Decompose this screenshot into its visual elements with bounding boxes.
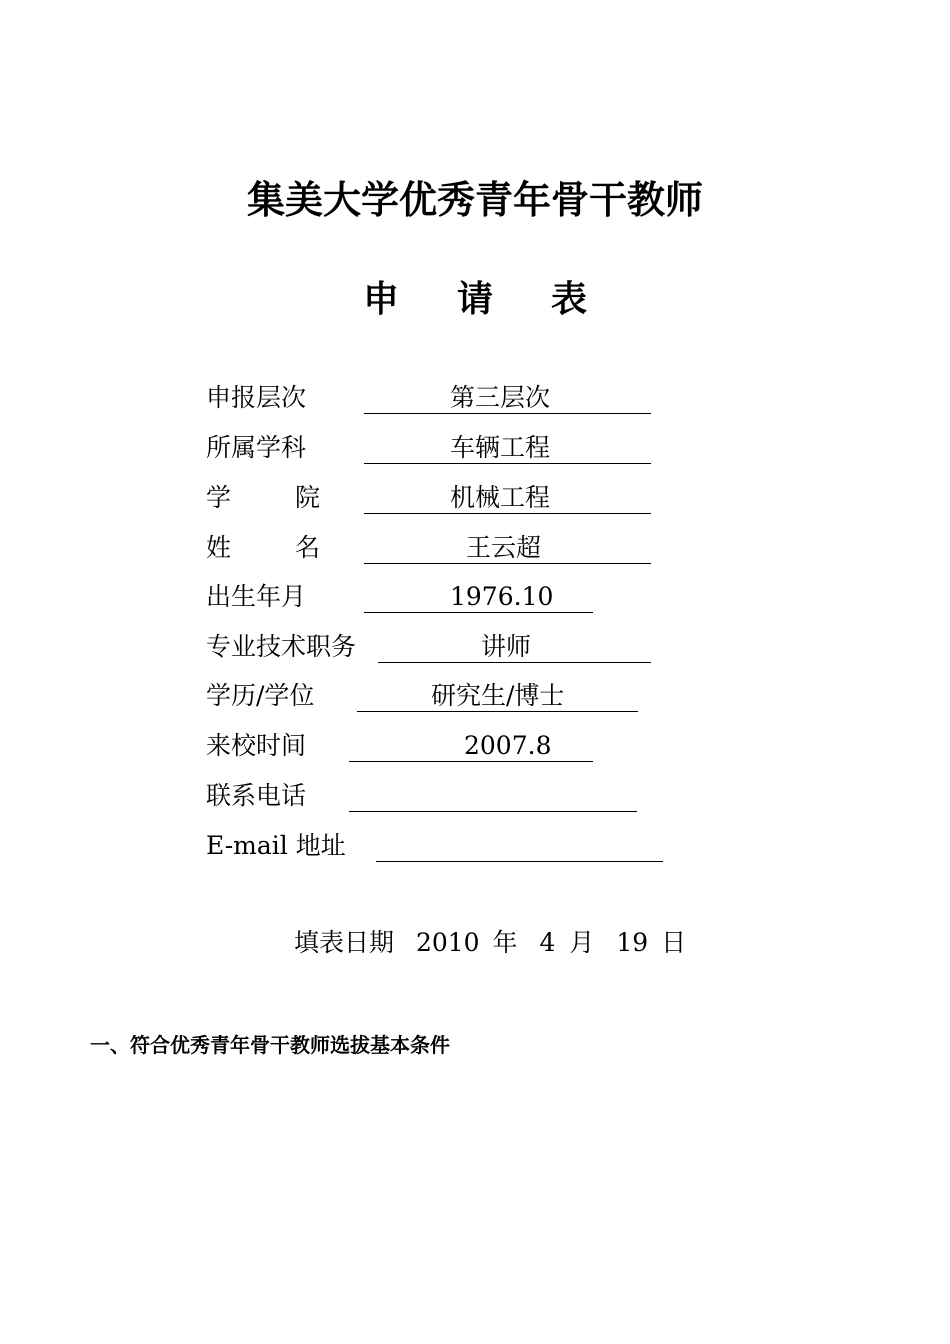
field-text-college: 机械工程 [450,483,551,512]
form-title: 集美大学优秀青年骨干教师 [246,178,703,222]
field-label-college-char-2: 院 [294,483,320,512]
field-label-college [206,481,320,515]
field-text-name: 王云超 [466,533,542,562]
field-label-birth: 出生年月 [206,582,307,611]
fill-date-month: 4 [539,928,556,957]
field-text-level: 第三层次 [450,383,551,412]
fill-date-year-unit: 年 [492,928,518,957]
field-value-discipline[interactable] [364,431,651,464]
field-text-title: 讲师 [481,632,532,661]
fill-date-day-unit: 日 [661,928,687,957]
field-label-join-date: 来校时间 [206,731,307,760]
field-value-phone[interactable] [349,779,637,812]
field-label-email: E-mail 地址 [206,831,346,860]
fill-date-year: 2010 [415,928,480,957]
field-text-join-date: 2007.8 [464,731,552,760]
field-text-birth: 1976.10 [450,582,554,611]
field-label-discipline: 所属学科 [206,433,307,462]
field-text-degree: 研究生/博士 [431,681,565,710]
field-value-title[interactable] [378,630,651,663]
fill-date-label: 填表日期 [294,928,395,957]
field-value-email[interactable] [376,829,663,862]
field-value-degree[interactable] [357,679,638,712]
fill-date-month-unit: 月 [569,928,595,957]
field-label-level: 申报层次 [206,383,307,412]
field-text-discipline: 车辆工程 [450,433,551,462]
field-label-name-char-2: 名 [294,533,320,562]
field-value-college[interactable] [364,481,651,514]
field-label-degree: 学历/学位 [206,681,315,710]
field-label-name [206,531,320,565]
field-value-birth[interactable] [364,580,593,613]
field-value-name[interactable] [364,531,651,564]
section-heading: 一、符合优秀青年骨干教师选拔基本条件 [90,1033,450,1057]
field-label-college-char-1: 学 [206,483,232,512]
field-label-name-char-1: 姓 [206,533,232,562]
field-label-title: 专业技术职务 [206,632,357,661]
fill-date [294,926,686,960]
field-value-join-date[interactable] [349,729,593,762]
fill-date-day: 19 [616,928,649,957]
field-label-phone: 联系电话 [206,781,307,810]
field-value-level[interactable] [364,381,651,414]
form-subtitle: 申请表 [362,279,645,320]
